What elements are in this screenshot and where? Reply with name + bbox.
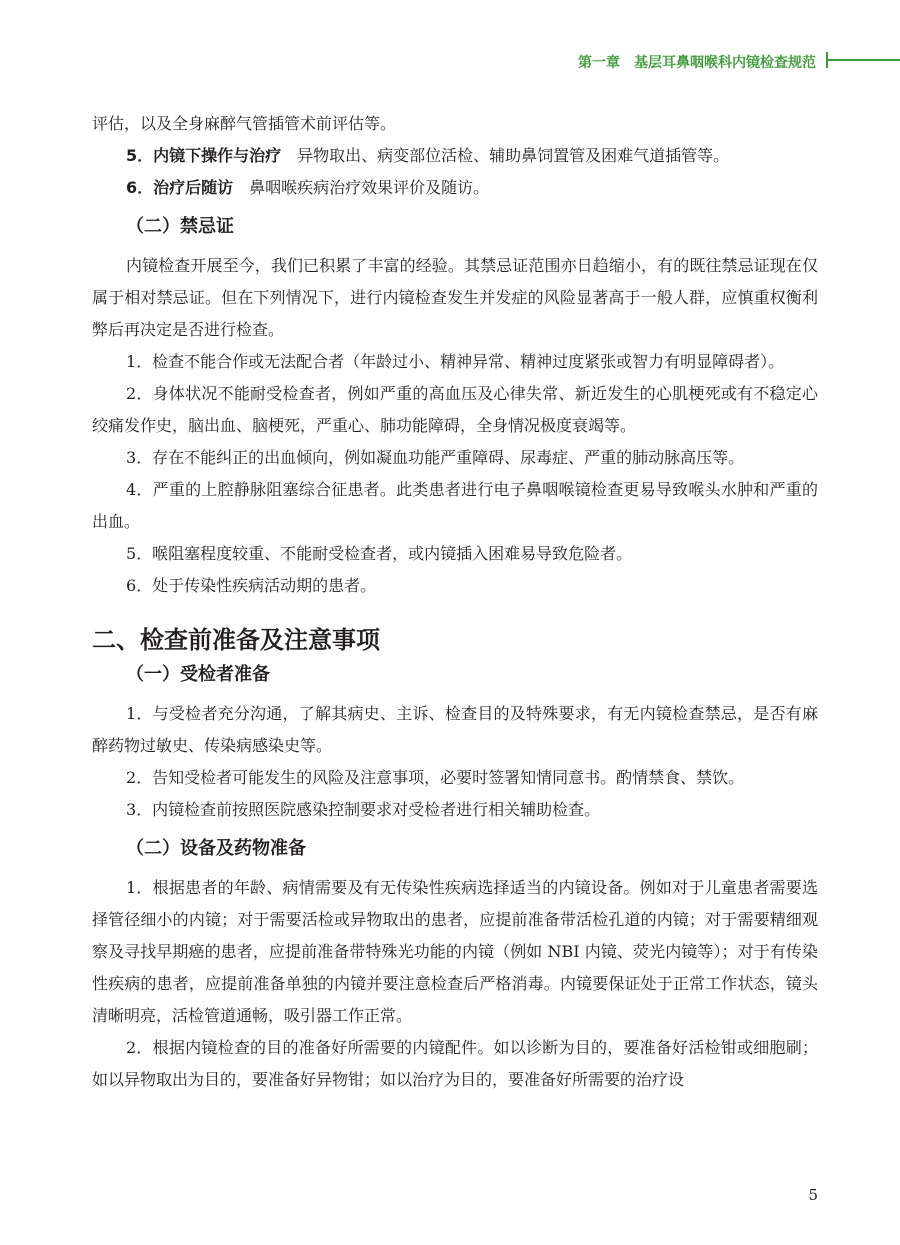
- patient-item: 1．与受检者充分沟通，了解其病史、主诉、检查目的及特殊要求，有无内镜检查禁忌，是否有麻醉药物过敏史、传染病感染史等。: [92, 704, 818, 755]
- contra-item: 6．处于传染性疾病活动期的患者。: [126, 576, 377, 595]
- item-5-text: 异物取出、病变部位活检、辅助鼻饲置管及困难气道插管等。: [281, 146, 730, 165]
- patient-item: 3．内镜检查前按照医院感染控制要求对受检者进行相关辅助检查。: [126, 800, 601, 819]
- item-5-title: 5．内镜下操作与治疗: [126, 146, 282, 165]
- list-item-5: [92, 140, 818, 172]
- section-heading-2: 二、检查前准备及注意事项: [92, 626, 380, 654]
- item-6-title: 6．治疗后随访: [126, 178, 234, 197]
- patient-item: 2．告知受检者可能发生的风险及注意事项，必要时签署知情同意书。酌情禁食、禁饮。: [126, 768, 745, 787]
- contra-item: 4．严重的上腔静脉阻塞综合征患者。此类患者进行电子鼻咽喉镜检查更易导致喉头水肿和严重的出血。: [92, 480, 818, 531]
- list-item-6: [92, 172, 818, 204]
- contra-item: 3．存在不能纠正的出血倾向，例如凝血功能严重障碍、尿毒症、严重的肺动脉高压等。: [126, 448, 745, 467]
- heading-patient-prep: （一）受检者准备: [126, 664, 270, 685]
- heading-equipment-prep: （二）设备及药物准备: [126, 838, 306, 859]
- contra-intro: 内镜检查开展至今，我们已积累了丰富的经验。其禁忌证范围亦日趋缩小，有的既往禁忌证现在仅属于相对禁忌证。但在下列情况下，进行内镜检查发生并发症的风险显著高于一般人群，应慎重权衡利弊后再决定是否进行检查。: [92, 256, 818, 339]
- heading-contraindications: （二）禁忌证: [126, 216, 234, 237]
- chapter-header: 第一章 基层耳鼻咽喉科内镜检查规范: [578, 55, 816, 71]
- paragraph-continued: 评估，以及全身麻醉气管插管术前评估等。: [92, 114, 397, 133]
- page-number: 5: [808, 1186, 818, 1204]
- contra-item: 2．身体状况不能耐受检查者，例如严重的高血压及心律失常、新近发生的心肌梗死或有不稳定心绞痛发作史，脑出血、脑梗死，严重心、肺功能障碍，全身情况极度衰竭等。: [92, 384, 818, 435]
- item-6-text: 鼻咽喉疾病治疗效果评价及随访。: [233, 178, 490, 197]
- page-body: [92, 108, 818, 1096]
- contra-item: 5．喉阻塞程度较重、不能耐受检查者，或内镜插入困难易导致危险者。: [126, 544, 633, 563]
- equip-item: 2．根据内镜检查的目的准备好所需要的内镜配件。如以诊断为目的，要准备好活检钳或细胞刷；如以异物取出为目的，要准备好异物钳；如以治疗为目的，要准备好所需要的治疗设: [92, 1038, 818, 1089]
- equip-item: 1．根据患者的年龄、病情需要及有无传染性疾病选择适当的内镜设备。例如对于儿童患者需要选择管径细小的内镜；对于需要活检或异物取出的患者，应提前准备带活检孔道的内镜；对于需要精细观察及寻找早期癌的患者，应提前准备带特殊光功能的内镜（例如 NBI 内镜、荧光内镜等）；对于有传染性疾病的患者，应提前准备单独的内镜并要注意检查后严格消毒。内镜要保证处于正常工作状态，镜头清晰明亮，活检管道通畅，吸引器工作正常。: [92, 878, 818, 1025]
- header-accent-line: [828, 59, 900, 61]
- contra-item: 1．检查不能合作或无法配合者（年龄过小、精神异常、精神过度紧张或智力有明显障碍者）。: [126, 352, 785, 371]
